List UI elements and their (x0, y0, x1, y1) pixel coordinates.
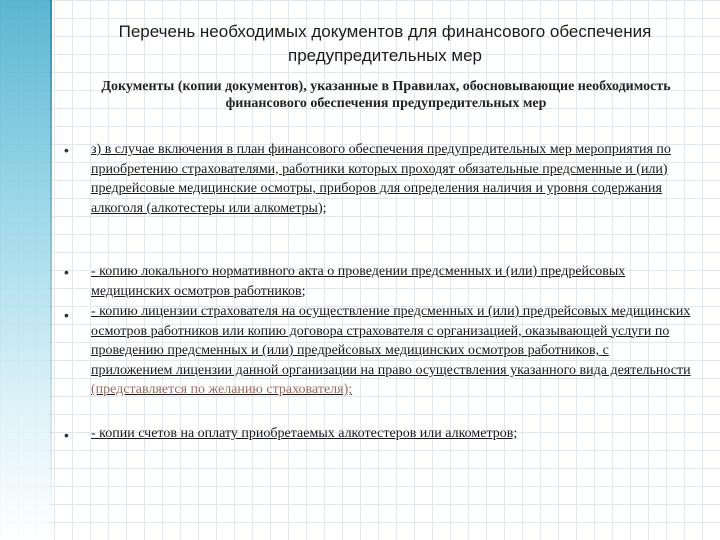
license-text: - копию лицензии страхователя на осуществление предсменных и (или) предрейсовых медицинских осмотров работников или копию договора страхователя с организацией, оказывающей услуги по проведению предсменных и (или) предрейсовых медицинских осмотров работников, с приложением лицензии данной организации на право осуществления указанного вида деятельности (91, 304, 691, 378)
list-item-invoices: - копии счетов на оплату приобретаемых алкотестеров или алкометров; (91, 426, 518, 441)
list-item-license (91, 302, 691, 400)
bullet-marker: • (64, 307, 69, 323)
bullet-marker: • (64, 142, 69, 158)
license-note: (представляется по желанию страхователя); (91, 382, 353, 398)
bullet-marker: • (64, 264, 69, 280)
page-title: Перечень необходимых документов для финансового обеспечения предупредительных мер (118, 22, 652, 65)
page-subtitle: Документы (копии документов), указанные в Правилах, обосновывающие необходимость финансового обеспечения предупредительных мер (101, 79, 671, 111)
bullet-marker: • (64, 427, 69, 443)
decorative-side-line (50, 0, 52, 540)
list-item-equipment: з) в случае включения в план финансового обеспечения предупредительных мер мероприятия по приобретению страхователями, работники которых проходят обязательные предсменные и (или) предрейсовые медицинские осмотры, приборов для определения наличия и уровня содержания алкоголя (алкотестеры или алкометры); (91, 142, 671, 216)
decorative-side-strip (0, 0, 50, 540)
list-item-local-act: - копию локального нормативного акта о проведении предсменных и (или) предрейсовых медицинских осмотров работников; (91, 264, 626, 299)
